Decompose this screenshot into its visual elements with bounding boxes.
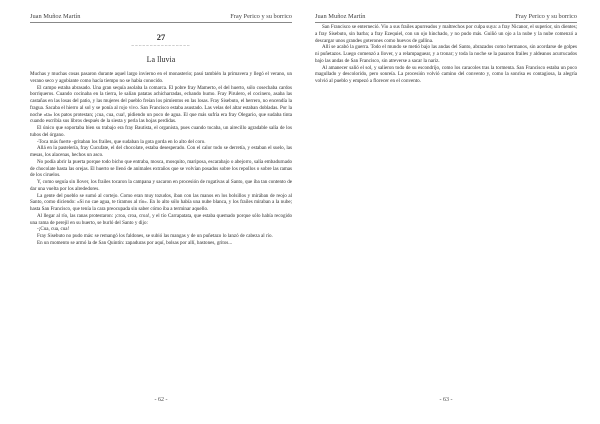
paragraph: -Toca más fuerte -gritaban los frailes, que sudaban la gota gorda en lo alto del coro. — [37, 138, 206, 145]
chapter-number: 27 — [156, 32, 166, 42]
paragraph: San Francisco se enterneció. Vio a sus frailes apurreados y maltrechos por culpa suya: a fray Nicanor, el superior, sin dientes; a fray Sisebuto, sin barba; a fray Ezequiel, con un ojo hinchado, y no pudo más. Guiñó un ojo a la nube y la nube comenzó a descargar unos grandes goterones como huevos de gallina. — [315, 24, 577, 44]
header-author: Juan Muñoz Martín — [315, 13, 366, 20]
paragraph: El campo estaba abrasado. Una gran sequía asolaba la comarca. El pobre fray Mamerto, el del huerto, sólo cosechaba cardos borriqueros. Cuando cocinaba en la tierra, le salían patatas achicharradas, echando humo. Fray Pirulero, el cocinero, asaba las castañas en las losas del patio, y las mujeres del pueblo freían los pimientos en las losas. Fray Sisebuto, el herrero, no encendía la fragua. Sacaba el hierro al sol y se ponía al rojo vivo. San Francisco estaba asustado. Las velas del altar estaban dobladas. Por la noche «ta» los patos protestan; ¡cua, cua, cua!, pidiendo un poco de agua. El que más sufría era fray Olegario, que sudaba tinta cuando escribía sus libros después de la siesta y perla las hojas perdidas. — [30, 84, 292, 125]
page-number: - 63 - — [439, 397, 453, 403]
header-title: Fray Perico y su borrico — [515, 13, 577, 20]
paragraph: Allí se acabó la guerra. Todo el mundo se metió bajo las andas del Santo, abrazados como hermanos, sin acordarse de golpes ni puñetazos. Luego comenzó a llover, y a relampaguear, y a tronar; y toda la noche se la pasaron frailes y aldeanos acurrucados bajo las andas de San Francisco, sin atreverse a sacar la nariz. — [315, 44, 577, 64]
page-body — [315, 24, 577, 85]
paragraph: La gente del pueblo se sumó al cortejo. Como eran muy tozudos, iban con las manos en los bolsillos y mirában de reojo al Santo, como diciendo: «Si no cae agua, te tiramos al río». En lo alto sólo había una nube blanca, y los frailes miraban a la nube; hasta San Francisco, que tenía la cara preocupada sin saber cómo iba a terminar aquello. — [30, 192, 292, 212]
right-page — [315, 0, 577, 424]
paragraph: Allá en la pastelería, fray Cucufate, el del chocolate, estaba desesperado. Con el calor todo se derretía, y estaban el suelo, las mesas, los alacenas, hechos un asco. — [30, 145, 292, 158]
chapter-title: La lluvia — [146, 55, 176, 64]
left-page — [30, 0, 292, 424]
paragraph: Al amanecer salió el sol, y salieron todo de su escondrijo, como los caracoles tras la tormenta. San Francisco estaba un poco magullado y descolorido, pero sonreía. La procesión volvió camino del convento y, como la sonrisa es contagiosa, la alegría volvió al pueblo y empezó a florecer en el convento. — [315, 64, 577, 84]
page-number: - 62 - — [154, 397, 168, 403]
paragraph: El único que soportaba bien su trabajo era fray Bautista, el organista, pues cuando tocaba, un airecillo agradable salía de los tubos del órgano. — [30, 125, 292, 138]
header-author: Juan Muñoz Martín — [30, 13, 81, 20]
paragraph: No podía abrir la puerta porque todo bicho que entraba, mosca, mosquito, mariposa, escarabajo o abejorro, salía embadurnado de chocolate hasta las orejas. El huerto se llenó de animales extraños que se volvían posados sobre los repollos o sobre las ramas de los ciruelos. — [30, 158, 292, 179]
page-body — [30, 71, 292, 247]
running-header — [315, 13, 577, 23]
chapter-ornament: ~~~~~~~~~~~~~~~~ — [131, 44, 191, 49]
paragraph: Al llegar al río, las ranas protestaron: ¡croa, croa, croa!, y el tío Carrapatata, que estaba quemado porque sólo había recogido una rama de perejil en su huerto, se burló del Santo y dijo: — [30, 212, 292, 226]
paragraph: -¡Cua, cua, cua! — [37, 226, 70, 233]
paragraph: Fray Sisebuto no pudo más: se remangó los faldones, se subió las mangas y de un puñetazo lo lanzó de cabeza al río. — [37, 233, 273, 239]
header-title: Fray Perico y su borrico — [230, 13, 292, 20]
paragraph: Muchas y muchas cosas pasaron durante aquel largo invierno en el monasterio; pasó también la primavera y llegó el verano, un verano seco y agobiante como hacía tiempo no se había conocido. — [30, 71, 292, 84]
paragraph: Y, como seguía sin llover, los frailes tocaron la campana y sacaron en procesión de rogativas al Santo, que iba tan contento de dar una vuelta por los alrededores. — [30, 179, 292, 192]
running-header — [30, 13, 292, 23]
paragraph: En un momento se armó la de San Quintín: zapaduras por aquí, bolsas por allí, bastones, gritos... — [37, 239, 233, 246]
